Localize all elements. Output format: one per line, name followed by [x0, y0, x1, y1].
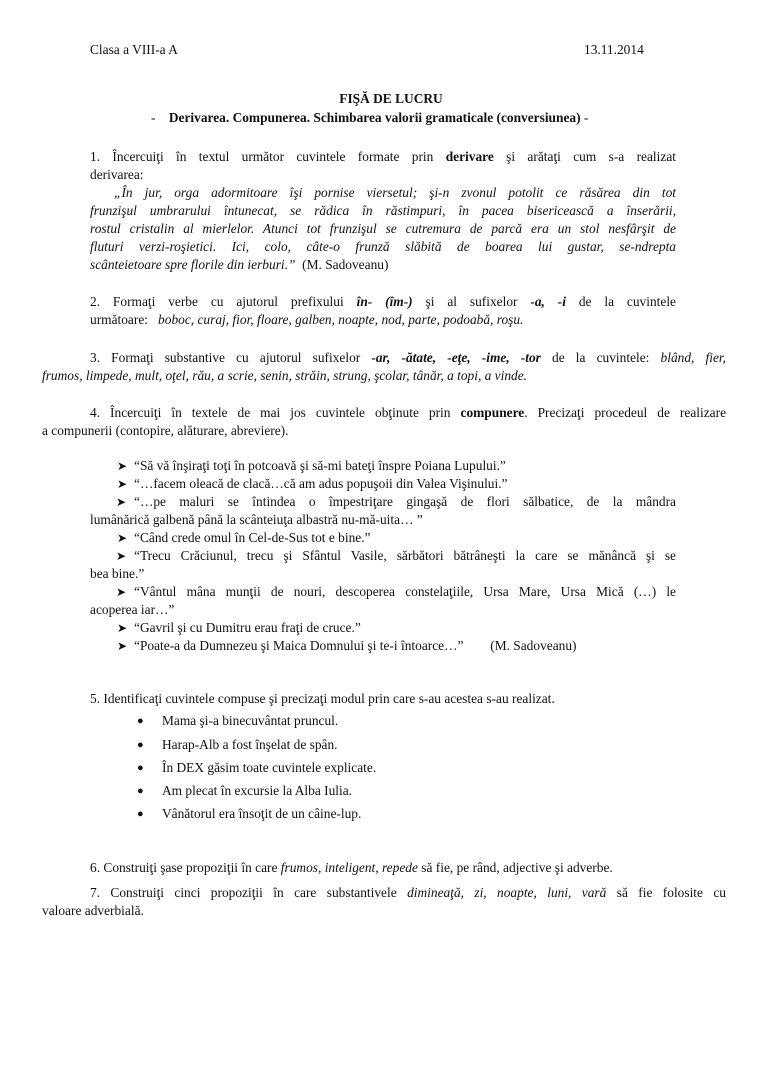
ex1-intro-line2: derivarea: [90, 167, 144, 182]
arrowhead-icon: ➤ [116, 495, 127, 509]
list-item: ➤ “…pe maluri se întindea o împestriţare gingaşă de flori sălbatice, de la mândra [116, 494, 676, 509]
ex4-line1: 4. Încercuiţi în textele de mai jos cuvintele obţinute prin compunere. Precizaţi procedeul de realizare [90, 405, 727, 420]
ex7-line1: 7. Construiţi cinci propoziţii în care substantivele dimineaţă, zi, noapte, luni, vară să fie folosite cu [90, 885, 727, 900]
page-title [0, 90, 768, 108]
subtitle [151, 109, 588, 127]
list-item: ➤ “Vântul mâna munţii de nouri, descoperea constelaţiile, Ursa Mare, Ursa Mică (…) le [116, 584, 676, 599]
arrowhead-icon: ➤ [116, 549, 127, 563]
ex3-line2: frumos, limpede, mult, oţel, rău, a scrie, senin, străin, strung, şcolar, tânăr, a topi, a vinde. [42, 368, 528, 383]
ex1-quote-line: „În jur, orga adormitoare îşi pornise viersetul; şi-n zvonul potolit ce răsărea din tot [114, 185, 676, 200]
ex1-intro-a: 1. Încercuiţi în textul următor cuvintele formate prin [90, 149, 434, 164]
arrowhead-icon: ➤ [116, 585, 127, 599]
ex1-intro-b: şi arătaţi cum s-a realizat [506, 149, 676, 164]
ex3-suffixes: -ar, -ătate, -eţe, -ime, -tor [371, 350, 541, 365]
ex1-quote-line: scânteietoare spre florile din ierburi.” (M. Sadoveanu) [90, 257, 389, 272]
ex6-words: frumos, inteligent, repede [280, 860, 418, 875]
ex4-author: (M. Sadoveanu) [490, 638, 577, 653]
ex7-words: dimineaţă, zi, noapte, luni, vară [407, 885, 607, 900]
ex3-line1: 3. Formaţi substantive cu ajutorul sufixelor -ar, -ătate, -eţe, -ime, -tor de la cuvintele: blând, fier, [90, 350, 726, 365]
list-item-cont: lumânărică galbenă până la scânteiuţa albastră nu-mă-uita… ” [90, 512, 423, 527]
ex4-keyword: compunere [460, 405, 525, 420]
ex1-quote-line: frunzişul umbrarului întunecat, se rădica în răstimpuri, în pacea bisericească a înserării, [90, 203, 676, 218]
arrowhead-icon: ➤ [116, 459, 128, 473]
list-item-cont: acoperea iar…” [90, 602, 175, 617]
bullet-icon: ● [137, 715, 144, 727]
bullet-icon: ● [137, 808, 144, 820]
ex1-intro [90, 148, 676, 166]
list-item: În DEX găsim toate cuvintele explicate. [162, 760, 377, 775]
list-item: ➤ “Gavril şi cu Dumitru erau fraţi de cruce.” [116, 620, 361, 635]
list-item: ➤ “Când crede omul în Cel-de-Sus tot e bine.” [116, 530, 371, 545]
list-item: ➤ “Să vă înşiraţi toţi în potcoavă şi să-mi bateţi înspre Poiana Lupului.” [116, 458, 506, 473]
list-item-cont: bea bine.” [90, 566, 145, 581]
ex7-line2: valoare adverbială. [42, 903, 144, 918]
subtitle-dash-left: - [151, 110, 156, 125]
list-item: Vânătorul era însoţit de un câine-lup. [162, 806, 362, 821]
ex6: 6. Construiţi şase propoziţii în care frumos, inteligent, repede să fie, pe rând, adjective şi adverbe. [90, 860, 613, 875]
ex2-line1: 2. Formaţi verbe cu ajutorul prefixului în- (îm-) şi al sufixelor -a, -i de la cuvintele [90, 294, 676, 309]
ex2-line2: următoare: boboc, curaj, fior, floare, galben, noapte, nod, parte, podoabă, roşu. [90, 312, 524, 327]
list-item: ➤ “…facem oleacă de clacă…că am adus popuşoii din Valea Vişinului.” [116, 476, 508, 491]
ex2-prefix: în- (îm-) [356, 294, 413, 309]
arrowhead-icon: ➤ [116, 621, 128, 635]
title-text: FIŞĂ DE LUCRU [339, 91, 443, 106]
bullet-icon: ● [137, 762, 144, 774]
list-item: Harap-Alb a fost înşelat de spân. [162, 737, 338, 752]
subtitle-dash-right: - [583, 110, 589, 125]
list-item: ➤ “Trecu Crăciunul, trecu şi Sfântul Vasile, sărbători bătrâneşti la care se mănâncă şi se [116, 548, 676, 563]
bullet-icon: ● [137, 785, 144, 797]
arrowhead-icon: ➤ [116, 531, 128, 545]
arrowhead-icon: ➤ [116, 477, 128, 491]
ex1-quote-line: fluturi verzi-roşietici. Ici, colo, câte-o frunză slăbită de boarea lui gustar, se-ndrepta [90, 239, 676, 254]
ex1-author: (M. Sadoveanu) [302, 257, 389, 272]
class-name: Clasa a VIII-a A [90, 42, 178, 57]
bullet-icon: ● [137, 739, 144, 751]
arrowhead-icon: ➤ [116, 639, 128, 653]
ex2-suffixes: -a, -i [530, 294, 566, 309]
ex1-keyword: derivare [445, 149, 494, 164]
ex2-words: boboc, curaj, fior, floare, galben, noapte, nod, parte, podoabă, roşu. [158, 312, 524, 327]
date: 13.11.2014 [584, 42, 644, 57]
list-item: Mama şi-a binecuvântat pruncul. [162, 713, 339, 728]
subtitle-text: Derivarea. Compunerea. Schimbarea valorii gramaticale (conversiunea) [168, 110, 581, 125]
ex4-line2: a compunerii (contopire, alăturare, abreviere). [42, 423, 289, 438]
ex1-quote-line: rostul cristalin al mierlelor. Atunci tot frunzişul se cutremura de parcă era un stol nesfârşit de [90, 221, 676, 236]
ex5-intro: 5. Identificaţi cuvintele compuse şi precizaţi modul prin care s-au acestea s-au realizat. [90, 691, 555, 706]
list-item: Am plecat în excursie la Alba Iulia. [162, 783, 353, 798]
list-item: ➤ “Poate-a da Dumnezeu şi Maica Domnului şi te-i întoarce…” (M. Sadoveanu) [116, 638, 577, 653]
